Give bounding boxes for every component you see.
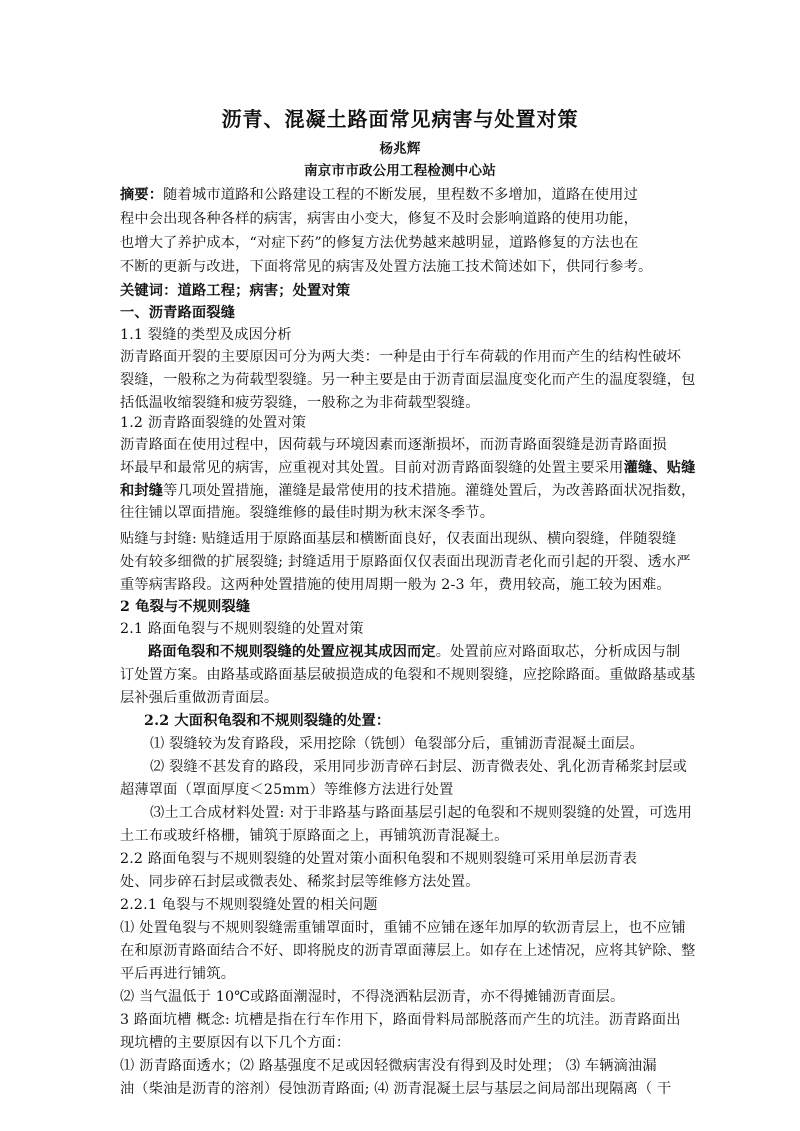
paragraph-line: 在和原沥青路面结合不好、即将脱皮的沥青罩面薄层上。如存在上述情况，应将其铲除、整	[120, 943, 696, 959]
paragraph-line: 和封缝等几项处置措施，灌缝是最常使用的技术措施。灌缝处置后，为改善路面状况指数，	[120, 483, 696, 499]
paragraph-line: 2.2 路面龟裂与不规则裂缝的处置对策小面积龟裂和不规则裂缝可采用单层沥青表	[120, 851, 638, 867]
paragraph-line: ⑵ 当气温低于 10℃或路面潮湿时，不得浇洒粘层沥青，亦不得摊铺沥青面层。	[120, 989, 625, 1005]
paragraph-line: 括低温收缩裂缝和疲劳裂缝，一般称之为非荷载型裂缝。	[120, 395, 480, 411]
subsection-heading: 1.2 沥青路面裂缝的处置对策	[120, 415, 307, 431]
subsection-heading: 2.1 路面龟裂与不规则裂缝的处置对策	[120, 621, 364, 637]
paragraph-line: 处有较多细微的扩展裂缝; 封缝适用于原路面仅仅表面出现沥青老化而引起的开裂、透水严	[120, 554, 691, 570]
paragraph-line: 现坑槽的主要原因有以下几个方面：	[120, 1035, 351, 1051]
abstract-line: 摘要：随着城市道路和公路建设工程的不断发展，里程数不多增加，道路在使用过	[120, 187, 638, 203]
paragraph-line: 重等病害路段。这两种处置措施的使用周期一般为 2-3 年，费用较高，施工较为困难。	[120, 577, 671, 593]
list-item: 土工布或玻纤格栅，铺筑于原路面之上，再铺筑沥青混凝土。	[120, 828, 509, 844]
paragraph-line: 沥青路面开裂的主要原因可分为两大类：一种是由于行车荷载的作用而产生的结构性破坏	[120, 349, 682, 365]
paragraph-line: ⑴ 沥青路面透水；⑵ 路基强度不足或因轻微病害没有得到及时处理； ⑶ 车辆滴油漏	[120, 1058, 657, 1074]
page-title: 沥青、混凝土路面常见病害与处置对策	[221, 107, 579, 131]
abstract-line: 程中会出现各种各样的病害，病害由小变大，修复不及时会影响道路的使用功能，	[120, 211, 638, 227]
section-heading: 2 龟裂与不规则裂缝	[120, 599, 251, 615]
abstract-line: 不断的更新与改进，下面将常见的病害及处置方法施工技术简述如下，供同行参考。	[120, 259, 653, 275]
paragraph-line: 坏最早和最常见的病害，应重视对其处置。目前对沥青路面裂缝的处置主要采用灌缝、贴缝	[120, 460, 696, 476]
affiliation: 南京市市政公用工程检测中心站	[304, 163, 496, 179]
paragraph-line: 油（柴油是沥青的溶剂）侵蚀沥青路面; ⑷ 沥青混凝土层与基层之间局部出现隔离（ 干	[120, 1081, 672, 1097]
subsection-heading: 2.2.1 龟裂与不规则裂缝处置的相关问题	[120, 897, 378, 913]
paragraph-line: 路面龟裂和不规则裂缝的处置应视其成因而定。处置前应对路面取芯，分析成因与制	[148, 644, 681, 660]
abstract-label: 摘要：	[120, 187, 164, 203]
list-item: 超薄罩面（罩面厚度＜25mm）等维修方法进行处置	[120, 782, 454, 798]
author: 杨兆辉	[379, 141, 421, 157]
subsection-heading: 1.1 裂缝的类型及成因分析	[120, 327, 292, 343]
paragraph-line: 往往铺以罩面措施。裂缝维修的最佳时期为秋末深冬季节。	[120, 505, 495, 521]
section-heading: 一、沥青路面裂缝	[120, 305, 236, 321]
paragraph-line: 处、同步碎石封层或微表处、稀浆封层等维修方法处置。	[120, 874, 480, 890]
paragraph-line: ⑴ 处置龟裂与不规则裂缝需重铺罩面时，重铺不应铺在逐年加厚的软沥青层上，也不应铺	[120, 920, 686, 936]
paragraph-line: 贴缝与封缝: 贴缝适用于原路面基层和横断面良好，仅表面出现纵、横向裂缝，伴随裂缝	[120, 531, 677, 547]
paragraph-line: 沥青路面在使用过程中，因荷载与环境因素而逐渐损坏，而沥青路面裂缝是沥青路面损	[120, 437, 667, 453]
list-item: ⑶土工合成材料处置: 对于非路基与路面基层引起的龟裂和不规则裂缝的处置，可选用	[150, 805, 693, 821]
list-item: ⑴ 裂缝较为发育路段，采用挖除（铣刨）龟裂部分后，重铺沥青混凝土面层。	[150, 736, 644, 752]
paragraph-line: 3 路面坑槽 概念: 坑槽是指在行车作用下，路面骨料局部脱落而产生的坑洼。沥青路面出	[120, 1012, 681, 1028]
list-item: ⑵ 裂缝不甚发育的路段，采用同步沥青碎石封层、沥青微表处、乳化沥青稀浆封层或	[150, 759, 688, 775]
paragraph-line: 层补强后重做沥青面层。	[120, 690, 279, 706]
paragraph-line: 裂缝，一般称之为荷载型裂缝。另一种主要是由于沥青面层温度变化而产生的温度裂缝，包	[120, 372, 696, 388]
abstract-line: 也增大了养护成本，“对症下药”的修复方法优势越来越明显，道路修复的方法也在	[120, 235, 639, 251]
subsection-heading: 2.2 大面积龟裂和不规则裂缝的处置：	[144, 713, 391, 729]
paragraph-line: 平后再进行铺筑。	[120, 966, 236, 982]
keywords: 关键词：道路工程；病害；处置对策	[120, 283, 351, 299]
paragraph-line: 订处置方案。由路基或路面基层破损造成的龟裂和不规则裂缝，应挖除路面。重做路基或基	[120, 667, 696, 683]
